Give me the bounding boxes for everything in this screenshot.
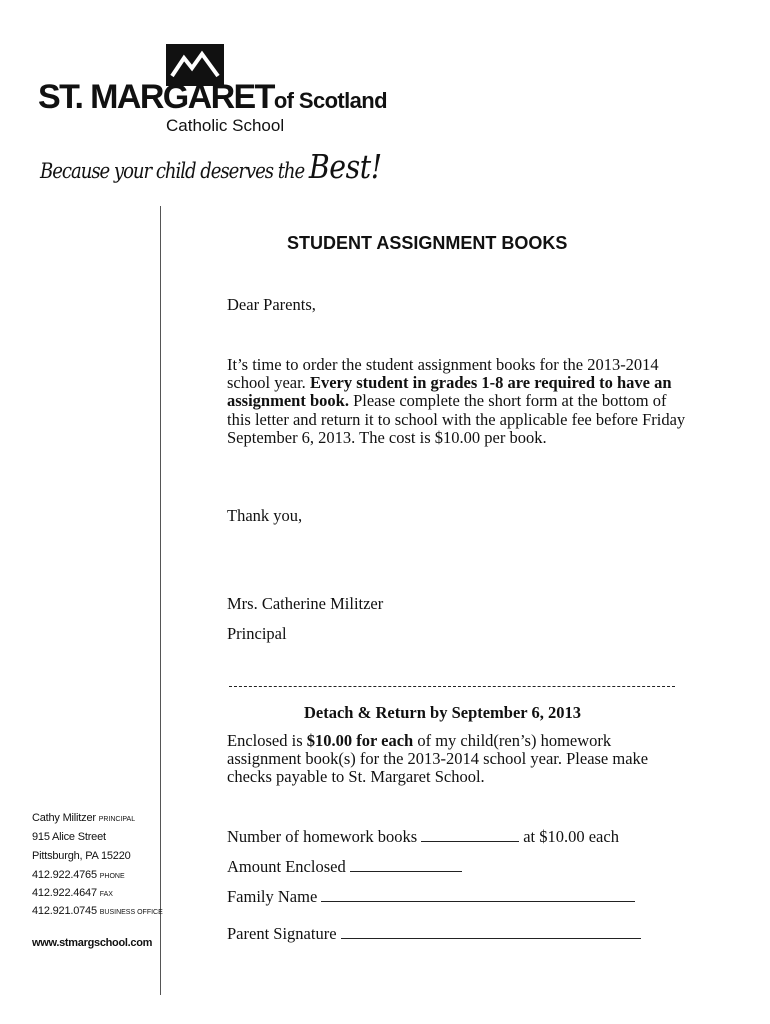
books-count-row xyxy=(227,827,619,847)
amount-enclosed-field[interactable] xyxy=(350,857,462,872)
contact-business-office: 412.921.0745 BUSINESS OFFICE xyxy=(32,905,163,917)
enclosed-paragraph: Enclosed is $10.00 for each of my child(ren’s) homework assignment book(s) for the 2013-2014 school year. Please make checks payable to St. Margaret School. xyxy=(227,731,649,787)
letter-paragraph: It’s time to order the student assignment books for the 2013-2014 school year. Every student in grades 1-8 are required to have an assignment book. Please complete the short form at the bottom of this letter and return it to school with the applicable fee before Friday September 6, 2013. The cost is $10.00 per book. xyxy=(227,355,686,447)
family-name-row xyxy=(227,887,639,907)
amount-enclosed-label: Amount Enclosed xyxy=(227,857,346,876)
school-name: ST. MARGARETof Scotland xyxy=(38,78,387,116)
contact-principal: Cathy Militzer PRINCIPAL xyxy=(32,812,136,824)
school-subtitle: Catholic School xyxy=(166,116,285,135)
detach-heading: Detach & Return by September 6, 2013 xyxy=(304,703,581,722)
vertical-divider xyxy=(160,206,161,995)
detach-cut-line xyxy=(229,686,675,687)
books-count-suffix: at $10.00 each xyxy=(523,827,619,846)
parent-signature-row xyxy=(227,924,645,944)
contact-street: 915 Alice Street xyxy=(32,831,106,843)
family-name-field[interactable] xyxy=(321,887,635,902)
family-name-label: Family Name xyxy=(227,887,318,906)
parent-signature-label: Parent Signature xyxy=(227,924,337,943)
books-count-field[interactable] xyxy=(421,827,519,842)
contact-phone: 412.922.4765 PHONE xyxy=(32,869,125,881)
school-tagline: Because your child deserves the Best! xyxy=(40,147,382,186)
contact-city: Pittsburgh, PA 15220 xyxy=(32,850,131,862)
contact-fax: 412.922.4647 FAX xyxy=(32,887,113,899)
amount-enclosed-row xyxy=(227,857,466,877)
school-website-link[interactable]: www.stmargschool.com xyxy=(32,937,153,949)
books-count-label: Number of homework books xyxy=(227,827,418,846)
salutation: Dear Parents, xyxy=(227,295,316,314)
closing: Thank you, xyxy=(227,506,303,525)
signer-title: Principal xyxy=(227,624,287,643)
parent-signature-field[interactable] xyxy=(341,924,641,939)
page-title: STUDENT ASSIGNMENT BOOKS xyxy=(287,233,568,253)
signer-name: Mrs. Catherine Militzer xyxy=(227,594,384,613)
